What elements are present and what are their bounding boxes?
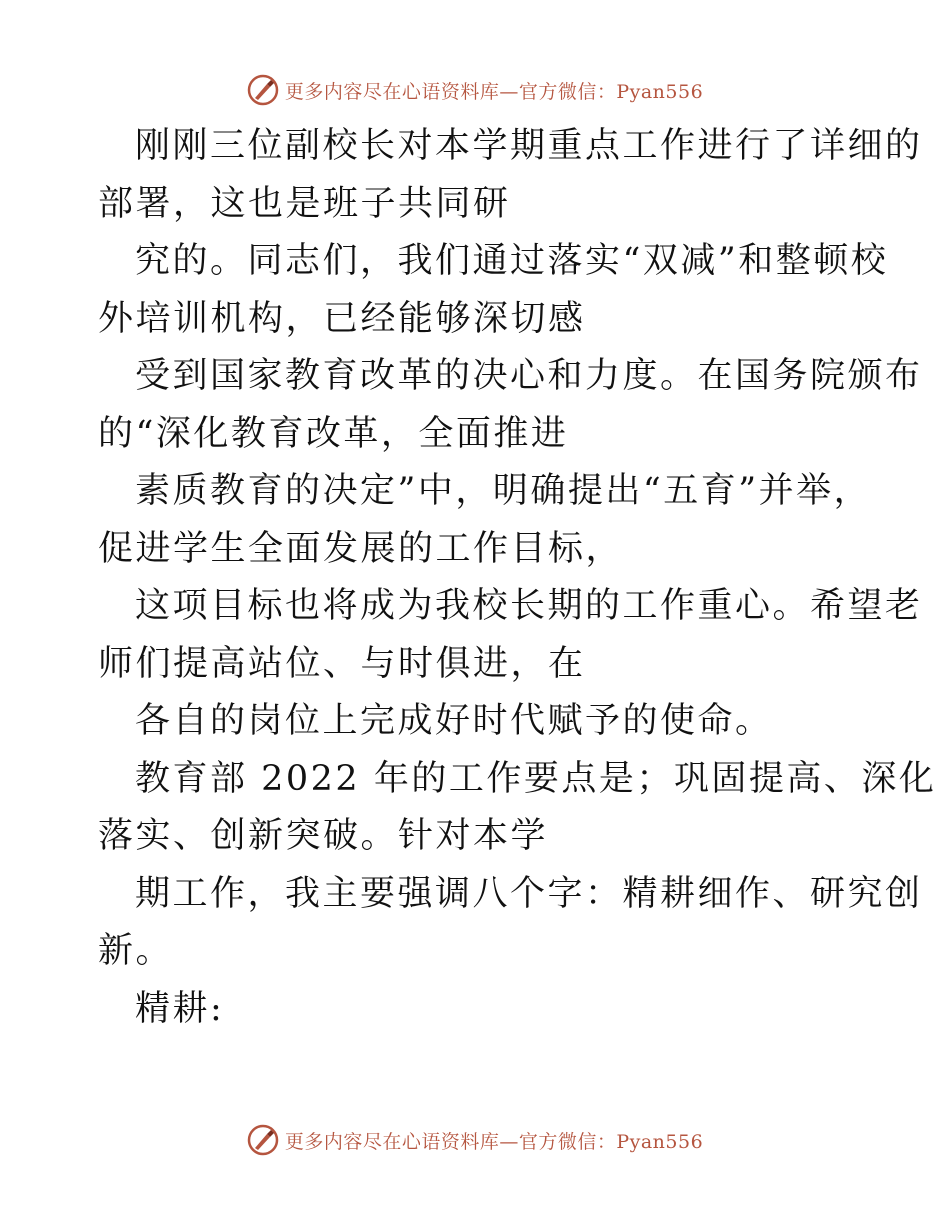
text-line: 受到国家教育改革的决心和力度。在国务院颁布 [135,356,923,396]
paragraph-8 [98,866,923,981]
text-line: 精耕: [135,988,225,1029]
footer-watermark [0,1120,950,1160]
text-line: 期工作，我主要强调八个字：精耕细作、研究创 [135,873,923,914]
footer-watermark-text: 更多内容尽在心语资料库—官方微信：Pyan556 [284,1130,704,1153]
text-line: 外培训机构，已经能够深切感 [98,298,586,339]
text-line: 究的。同志们，我们通过落实“双减”和整顿校 [135,241,889,281]
paragraph-9 [98,981,850,1039]
text-line: 这项目标也将成为我校长期的工作重心。希望老 [135,586,923,626]
paragraph-5 [98,578,923,693]
text-line: 各自的岗位上完成好时代赋予的使命。 [135,701,773,741]
paragraph-4 [98,463,872,578]
header-watermark-text: 更多内容尽在心语资料库—官方微信：Pyan556 [284,80,704,103]
text-line: 素质教育的决定”中，明确提出“五育”并举， [135,471,872,511]
text-line: 落实、创新突破。针对本学 [98,816,549,856]
paragraph-3 [98,348,923,463]
text-line: 刚刚三位副校长对本学期重点工作进行了详细的 [135,126,923,166]
text-line: 新。 [98,931,174,971]
document-body [98,118,937,1038]
paragraph-7 [98,751,937,866]
text-line: 促进学生全面发展的工作目标， [98,528,624,569]
paragraph-6 [98,693,850,751]
pen-logo-icon [247,74,279,106]
paragraph-1 [98,118,923,233]
text-line: 的“深化教育改革，全面推进 [98,413,569,454]
text-line: 部署，这也是班子共同研 [98,183,511,224]
paragraph-2 [98,233,889,348]
text-line: 师们提高站位、与时俱进，在 [98,643,586,684]
text-line: 教育部 2022 年的工作要点是；巩固提高、深化 [135,758,937,799]
pen-logo-icon [247,1124,279,1156]
header-watermark [0,70,950,110]
